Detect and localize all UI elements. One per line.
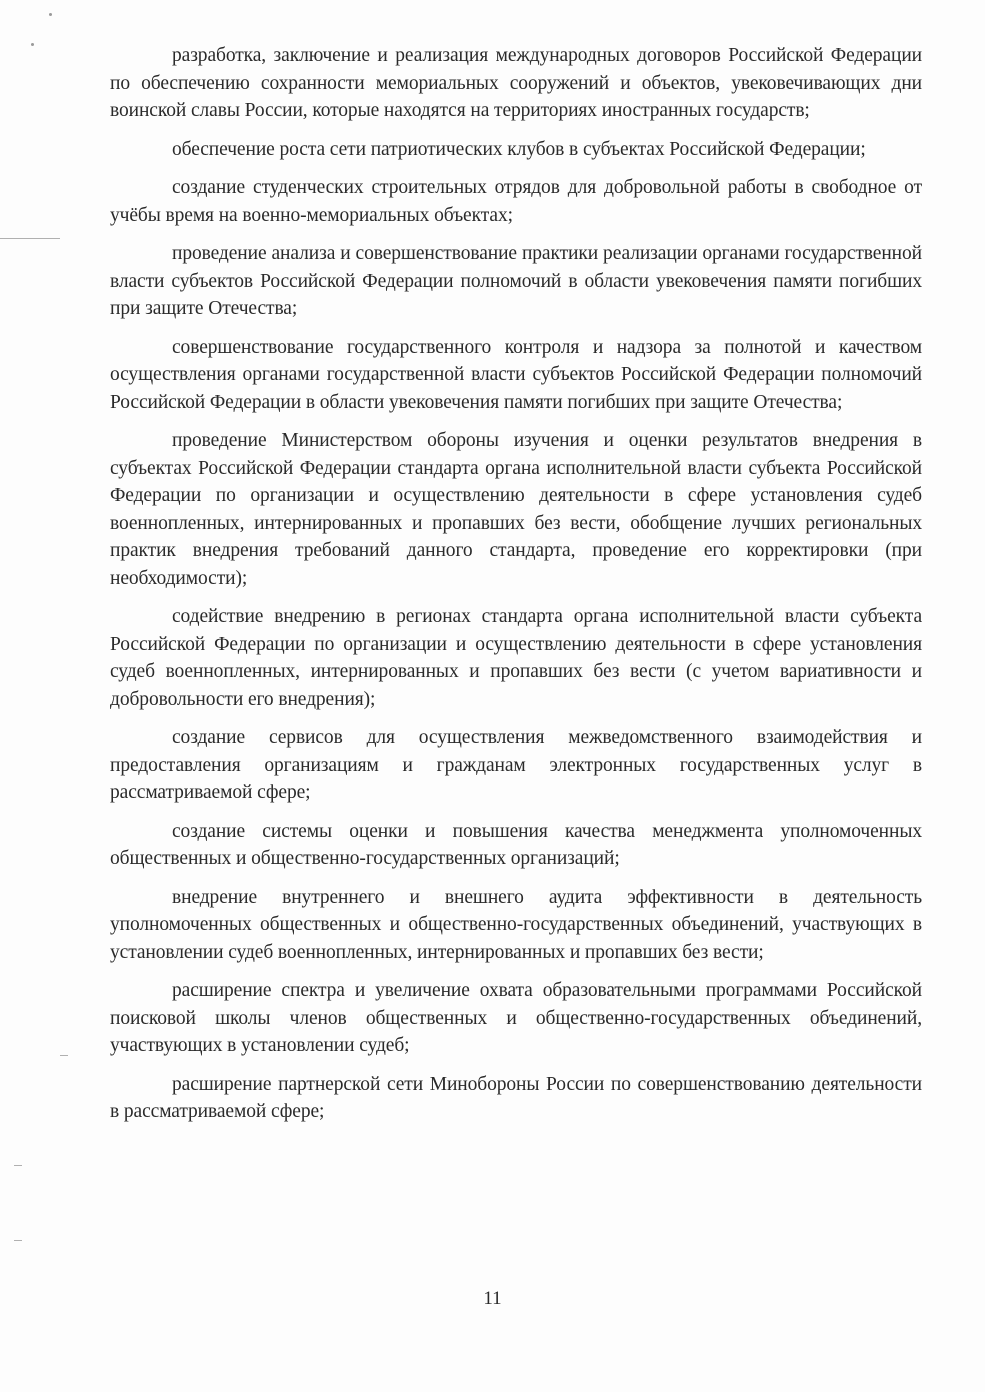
paragraph-audit: внедрение внутреннего и внешнего аудита эффективности в деятельность уполномоченных общественных и общественно-государственных объединений, участвующих в установлении судеб военнопленных, интернированных и пропавших без вести; bbox=[110, 886, 922, 963]
paragraph-search-school: расширение спектра и увеличение охвата образовательными программами Российской поисковой школы членов общественных и общественно-государственных объединений, участвующих в установлении судеб; bbox=[110, 980, 922, 1056]
scan-mark bbox=[14, 1165, 22, 1166]
paragraph-student-construction-teams: создание студенческих строительных отрядов для добровольной работы в свободное от учёбы время на военно-мемориальных объектах; bbox=[110, 177, 922, 226]
page-number: 11 bbox=[483, 1288, 502, 1309]
document-body bbox=[110, 42, 922, 1137]
paragraph-patriotic-clubs: обеспечение роста сети патриотических клубов в субъектах Российской Федерации; bbox=[172, 138, 866, 160]
scan-mark bbox=[0, 238, 60, 239]
paragraph-analysis-of-practice: проведение анализа и совершенствование практики реализации органами государственной власти субъектов Российской Федерации полномочий в области увековечения памяти погибших при защите Отечества; bbox=[110, 243, 922, 319]
scan-speck bbox=[49, 13, 52, 16]
scan-speck bbox=[31, 43, 34, 46]
paragraph-state-control: совершенствование государственного контроля и надзора за полнотой и качеством осуществления органами государственной власти субъектов Российской Федерации полномочий Российской Федерации в области увековечения памяти погибших при защите Отечества; bbox=[110, 336, 922, 413]
paragraph-quality-management: создание системы оценки и повышения качества менеджмента уполномоченных общественных и общественно-государственных организаций; bbox=[110, 820, 922, 869]
paragraph-standard-implementation: содействие внедрению в регионах стандарта органа исполнительной власти субъекта Российской Федерации по организации и осуществлению деятельности в сфере установления судеб военнопленных, интернированных и пропавших без вести (с учетом вариативности и добровольности его внедрения); bbox=[110, 606, 922, 710]
paragraph-electronic-services: создание сервисов для осуществления межведомственного взаимодействия и предоставления организациям и гражданам электронных государственных услуг в рассматриваемой сфере; bbox=[110, 727, 922, 803]
paragraph-ministry-evaluation: проведение Министерством обороны изучения и оценки результатов внедрения в субъектах Российской Федерации стандарта органа исполнительной власти субъекта Российской Федерации по организации и осуществлению деятельности в сфере установления судеб военнопленных, интернированных и пропавших без вести, обобщение лучших региональных практик внедрения требований данного стандарта, проведение его корректировки (при необходимости); bbox=[110, 430, 922, 589]
scan-mark bbox=[60, 1055, 68, 1056]
scan-mark bbox=[14, 1240, 22, 1241]
paragraph-partner-network: расширение партнерской сети Минобороны России по совершенствованию деятельности в рассматриваемой сфере; bbox=[110, 1073, 922, 1122]
paragraph-international-treaties: разработка, заключение и реализация международных договоров Российской Федерации по обеспечению сохранности мемориальных сооружений и объектов, увековечивающих дни воинской славы России, которые находятся на территориях иностранных государств; bbox=[110, 45, 922, 121]
